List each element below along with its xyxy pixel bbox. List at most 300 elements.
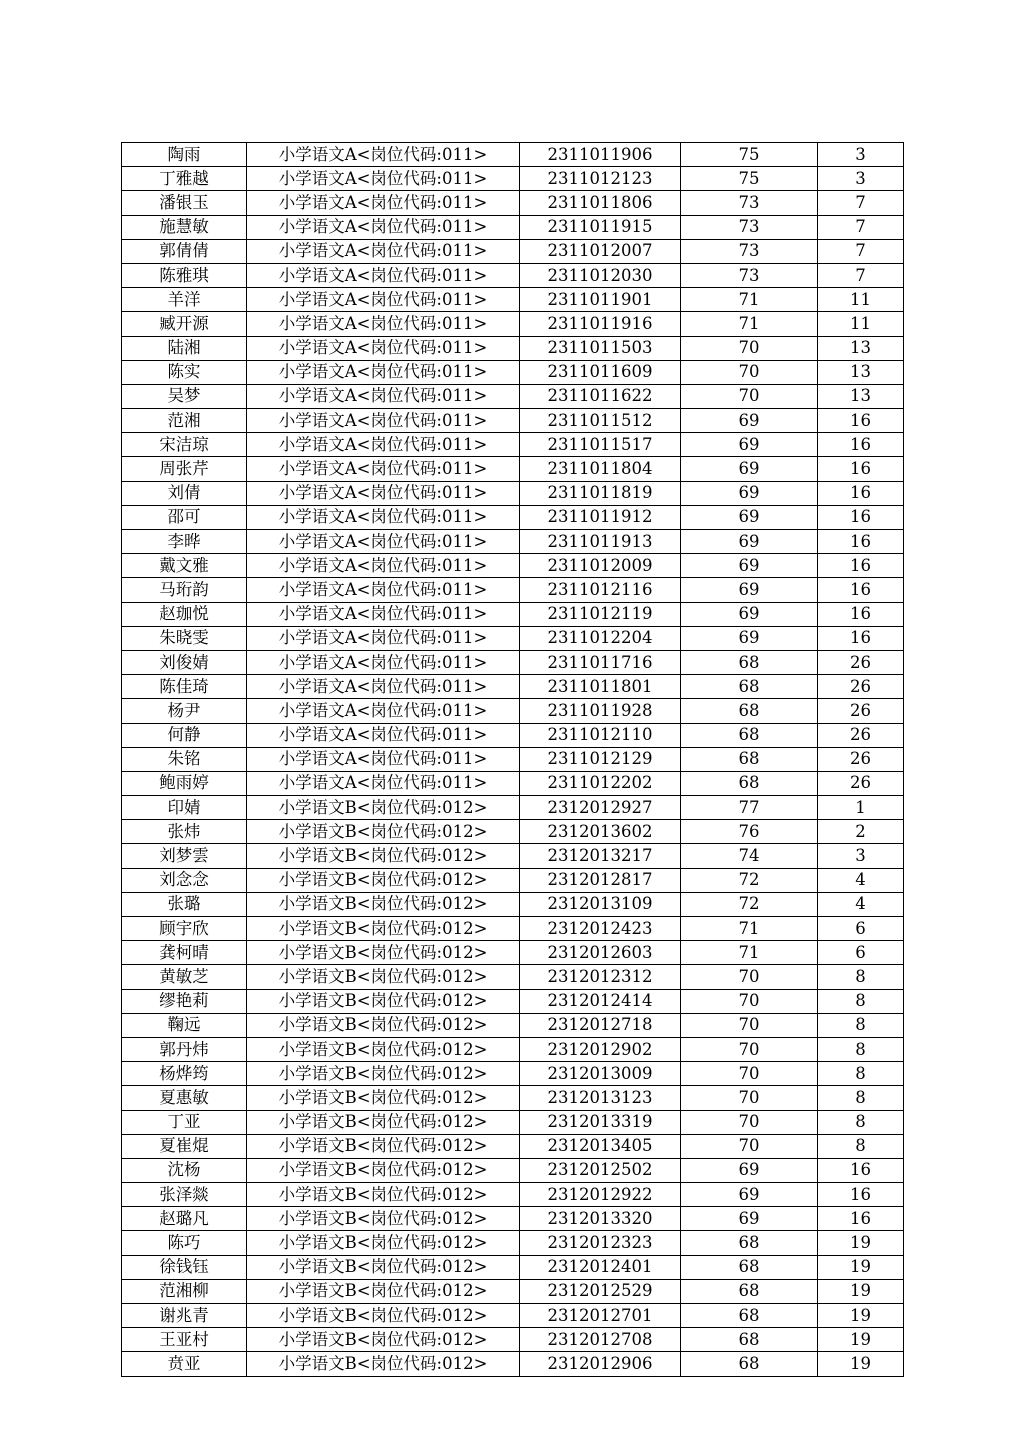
table-row [122,143,904,167]
exam-number-cell: 2312012718 [520,1013,681,1037]
table-row [122,239,904,263]
rank-cell: 16 [818,602,904,626]
rank-cell: 8 [818,1110,904,1134]
position-cell: 小学语文B<岗位代码:012> [247,941,520,965]
exam-number-cell: 2311011517 [520,433,681,457]
rank-cell: 26 [818,747,904,771]
position-cell: 小学语文B<岗位代码:012> [247,1086,520,1110]
table-row [122,167,904,191]
table-row [122,796,904,820]
score-cell: 69 [681,481,818,505]
rank-cell: 19 [818,1279,904,1303]
name-cell: 夏惠敏 [122,1086,247,1110]
name-cell: 何静 [122,723,247,747]
score-cell: 69 [681,602,818,626]
rank-cell: 8 [818,1062,904,1086]
exam-number-cell: 2312012927 [520,796,681,820]
position-cell: 小学语文A<岗位代码:011> [247,481,520,505]
table-row [122,530,904,554]
exam-number-cell: 2312013405 [520,1134,681,1158]
position-cell: 小学语文B<岗位代码:012> [247,917,520,941]
name-cell: 张炜 [122,820,247,844]
rank-cell: 16 [818,505,904,529]
rank-cell: 11 [818,288,904,312]
name-cell: 范湘 [122,409,247,433]
table-row [122,868,904,892]
exam-number-cell: 2311011801 [520,675,681,699]
position-cell: 小学语文B<岗位代码:012> [247,844,520,868]
position-cell: 小学语文B<岗位代码:012> [247,1037,520,1061]
name-cell: 黄敏芝 [122,965,247,989]
exam-number-cell: 2312013602 [520,820,681,844]
rank-cell: 26 [818,699,904,723]
position-cell: 小学语文B<岗位代码:012> [247,1062,520,1086]
table-row [122,747,904,771]
exam-number-cell: 2312012423 [520,917,681,941]
score-cell: 73 [681,215,818,239]
name-cell: 张泽燚 [122,1183,247,1207]
rank-cell: 8 [818,965,904,989]
position-cell: 小学语文A<岗位代码:011> [247,167,520,191]
rank-cell: 6 [818,917,904,941]
exam-number-cell: 2311012009 [520,554,681,578]
position-cell: 小学语文B<岗位代码:012> [247,1183,520,1207]
table-row [122,917,904,941]
table-row [122,723,904,747]
score-cell: 70 [681,1037,818,1061]
score-cell: 69 [681,457,818,481]
position-cell: 小学语文B<岗位代码:012> [247,965,520,989]
position-cell: 小学语文A<岗位代码:011> [247,312,520,336]
name-cell: 赵珈悦 [122,602,247,626]
score-cell: 70 [681,360,818,384]
position-cell: 小学语文A<岗位代码:011> [247,143,520,167]
table-row [122,409,904,433]
score-cell: 74 [681,844,818,868]
exam-number-cell: 2311011928 [520,699,681,723]
table-row [122,771,904,795]
name-cell: 陈实 [122,360,247,384]
rank-cell: 19 [818,1304,904,1328]
table-row [122,1183,904,1207]
exam-number-cell: 2311011913 [520,530,681,554]
table-row [122,1279,904,1303]
table-row [122,989,904,1013]
position-cell: 小学语文A<岗位代码:011> [247,771,520,795]
table-row [122,1207,904,1231]
score-cell: 73 [681,263,818,287]
exam-number-cell: 2312012401 [520,1255,681,1279]
position-cell: 小学语文A<岗位代码:011> [247,191,520,215]
table-row [122,675,904,699]
name-cell: 丁雅越 [122,167,247,191]
score-cell: 68 [681,747,818,771]
table-row [122,1304,904,1328]
table-row [122,820,904,844]
score-cell: 68 [681,699,818,723]
score-cell: 69 [681,1158,818,1182]
name-cell: 张璐 [122,892,247,916]
exam-number-cell: 2311012030 [520,263,681,287]
exam-number-cell: 2311011622 [520,384,681,408]
name-cell: 范湘柳 [122,1279,247,1303]
name-cell: 刘俊婧 [122,650,247,674]
score-cell: 70 [681,965,818,989]
position-cell: 小学语文A<岗位代码:011> [247,602,520,626]
name-cell: 朱铭 [122,747,247,771]
rank-cell: 19 [818,1231,904,1255]
position-cell: 小学语文B<岗位代码:012> [247,1231,520,1255]
name-cell: 谢兆青 [122,1304,247,1328]
exam-number-cell: 2311011901 [520,288,681,312]
rank-cell: 16 [818,530,904,554]
name-cell: 陈佳琦 [122,675,247,699]
rank-cell: 16 [818,554,904,578]
rank-cell: 11 [818,312,904,336]
table-row [122,457,904,481]
table-row [122,191,904,215]
rank-cell: 13 [818,384,904,408]
score-cell: 70 [681,336,818,360]
rank-cell: 16 [818,1158,904,1182]
position-cell: 小学语文A<岗位代码:011> [247,554,520,578]
score-cell: 72 [681,892,818,916]
name-cell: 吴梦 [122,384,247,408]
exam-number-cell: 2312012312 [520,965,681,989]
rank-cell: 13 [818,336,904,360]
score-table-body [122,143,904,1377]
score-cell: 68 [681,675,818,699]
rank-cell: 1 [818,796,904,820]
score-cell: 68 [681,1304,818,1328]
exam-number-cell: 2311011906 [520,143,681,167]
name-cell: 潘银玉 [122,191,247,215]
rank-cell: 19 [818,1328,904,1352]
position-cell: 小学语文A<岗位代码:011> [247,457,520,481]
name-cell: 缪艳莉 [122,989,247,1013]
table-row [122,1134,904,1158]
rank-cell: 16 [818,481,904,505]
position-cell: 小学语文B<岗位代码:012> [247,892,520,916]
position-cell: 小学语文B<岗位代码:012> [247,1134,520,1158]
exam-number-cell: 2311011915 [520,215,681,239]
score-cell: 70 [681,1013,818,1037]
exam-number-cell: 2311012129 [520,747,681,771]
exam-number-cell: 2311011806 [520,191,681,215]
rank-cell: 16 [818,1183,904,1207]
name-cell: 鞠远 [122,1013,247,1037]
exam-number-cell: 2311012110 [520,723,681,747]
name-cell: 朱晓雯 [122,626,247,650]
score-cell: 73 [681,191,818,215]
position-cell: 小学语文A<岗位代码:011> [247,288,520,312]
name-cell: 杨尹 [122,699,247,723]
rank-cell: 4 [818,868,904,892]
name-cell: 臧开源 [122,312,247,336]
table-row [122,1328,904,1352]
position-cell: 小学语文B<岗位代码:012> [247,989,520,1013]
table-row [122,433,904,457]
position-cell: 小学语文B<岗位代码:012> [247,1328,520,1352]
position-cell: 小学语文A<岗位代码:011> [247,384,520,408]
exam-number-cell: 2311011503 [520,336,681,360]
rank-cell: 3 [818,844,904,868]
rank-cell: 2 [818,820,904,844]
name-cell: 马珩韵 [122,578,247,602]
rank-cell: 26 [818,650,904,674]
table-row [122,288,904,312]
exam-number-cell: 2312012708 [520,1328,681,1352]
score-cell: 68 [681,1279,818,1303]
table-row [122,578,904,602]
exam-number-cell: 2312012603 [520,941,681,965]
table-row [122,263,904,287]
exam-number-cell: 2311012119 [520,602,681,626]
position-cell: 小学语文B<岗位代码:012> [247,868,520,892]
score-cell: 69 [681,578,818,602]
name-cell: 鲍雨婷 [122,771,247,795]
score-cell: 70 [681,1134,818,1158]
position-cell: 小学语文A<岗位代码:011> [247,263,520,287]
exam-number-cell: 2311012202 [520,771,681,795]
exam-number-cell: 2311012204 [520,626,681,650]
rank-cell: 16 [818,578,904,602]
score-cell: 69 [681,409,818,433]
table-row [122,699,904,723]
score-cell: 68 [681,650,818,674]
name-cell: 陈巧 [122,1231,247,1255]
position-cell: 小学语文A<岗位代码:011> [247,215,520,239]
position-cell: 小学语文B<岗位代码:012> [247,1279,520,1303]
table-row [122,1255,904,1279]
name-cell: 戴文雅 [122,554,247,578]
table-row [122,360,904,384]
position-cell: 小学语文A<岗位代码:011> [247,360,520,384]
table-row [122,892,904,916]
name-cell: 施慧敏 [122,215,247,239]
position-cell: 小学语文A<岗位代码:011> [247,530,520,554]
position-cell: 小学语文A<岗位代码:011> [247,505,520,529]
name-cell: 沈杨 [122,1158,247,1182]
position-cell: 小学语文A<岗位代码:011> [247,626,520,650]
exam-number-cell: 2312013319 [520,1110,681,1134]
score-cell: 70 [681,1110,818,1134]
rank-cell: 8 [818,1037,904,1061]
name-cell: 丁亚 [122,1110,247,1134]
name-cell: 宋洁琼 [122,433,247,457]
rank-cell: 26 [818,675,904,699]
score-cell: 71 [681,917,818,941]
exam-number-cell: 2312012529 [520,1279,681,1303]
exam-number-cell: 2311011716 [520,650,681,674]
exam-number-cell: 2312012902 [520,1037,681,1061]
exam-number-cell: 2312012414 [520,989,681,1013]
rank-cell: 26 [818,771,904,795]
exam-number-cell: 2312013123 [520,1086,681,1110]
exam-number-cell: 2311011512 [520,409,681,433]
table-row [122,505,904,529]
rank-cell: 7 [818,191,904,215]
score-cell: 77 [681,796,818,820]
rank-cell: 3 [818,167,904,191]
rank-cell: 6 [818,941,904,965]
table-row [122,481,904,505]
exam-number-cell: 2311012116 [520,578,681,602]
score-cell: 68 [681,1328,818,1352]
table-row [122,1352,904,1376]
score-cell: 76 [681,820,818,844]
score-cell: 69 [681,433,818,457]
name-cell: 夏崔焜 [122,1134,247,1158]
table-row [122,1158,904,1182]
table-row [122,1231,904,1255]
score-cell: 70 [681,989,818,1013]
name-cell: 龚柯晴 [122,941,247,965]
rank-cell: 7 [818,215,904,239]
score-cell: 75 [681,143,818,167]
table-row [122,312,904,336]
table-row [122,941,904,965]
score-cell: 72 [681,868,818,892]
exam-number-cell: 2311012123 [520,167,681,191]
score-cell: 71 [681,312,818,336]
score-cell: 70 [681,384,818,408]
table-row [122,1013,904,1037]
score-table [121,142,904,1377]
name-cell: 刘念念 [122,868,247,892]
position-cell: 小学语文B<岗位代码:012> [247,1352,520,1376]
score-cell: 69 [681,554,818,578]
position-cell: 小学语文B<岗位代码:012> [247,1110,520,1134]
rank-cell: 16 [818,1207,904,1231]
score-cell: 73 [681,239,818,263]
position-cell: 小学语文A<岗位代码:011> [247,699,520,723]
position-cell: 小学语文A<岗位代码:011> [247,239,520,263]
name-cell: 赵璐凡 [122,1207,247,1231]
position-cell: 小学语文B<岗位代码:012> [247,820,520,844]
score-cell: 69 [681,505,818,529]
table-row [122,1037,904,1061]
position-cell: 小学语文A<岗位代码:011> [247,723,520,747]
exam-number-cell: 2312012502 [520,1158,681,1182]
score-cell: 69 [681,1183,818,1207]
name-cell: 王亚村 [122,1328,247,1352]
table-row [122,965,904,989]
position-cell: 小学语文B<岗位代码:012> [247,796,520,820]
exam-number-cell: 2312012701 [520,1304,681,1328]
position-cell: 小学语文A<岗位代码:011> [247,650,520,674]
exam-number-cell: 2311011916 [520,312,681,336]
position-cell: 小学语文A<岗位代码:011> [247,675,520,699]
position-cell: 小学语文A<岗位代码:011> [247,747,520,771]
position-cell: 小学语文A<岗位代码:011> [247,578,520,602]
position-cell: 小学语文A<岗位代码:011> [247,336,520,360]
name-cell: 刘梦雲 [122,844,247,868]
exam-number-cell: 2312013009 [520,1062,681,1086]
table-row [122,336,904,360]
rank-cell: 8 [818,1013,904,1037]
table-row [122,844,904,868]
exam-number-cell: 2312012906 [520,1352,681,1376]
name-cell: 邵可 [122,505,247,529]
name-cell: 贲亚 [122,1352,247,1376]
name-cell: 郭丹炜 [122,1037,247,1061]
name-cell: 李晔 [122,530,247,554]
table-row [122,602,904,626]
exam-number-cell: 2312013109 [520,892,681,916]
position-cell: 小学语文B<岗位代码:012> [247,1013,520,1037]
position-cell: 小学语文B<岗位代码:012> [247,1255,520,1279]
score-cell: 71 [681,941,818,965]
rank-cell: 8 [818,1086,904,1110]
exam-number-cell: 2312013217 [520,844,681,868]
score-cell: 68 [681,771,818,795]
rank-cell: 16 [818,626,904,650]
name-cell: 羊洋 [122,288,247,312]
table-row [122,554,904,578]
rank-cell: 16 [818,409,904,433]
table-row [122,1086,904,1110]
position-cell: 小学语文A<岗位代码:011> [247,409,520,433]
rank-cell: 7 [818,239,904,263]
table-row [122,626,904,650]
exam-number-cell: 2312012922 [520,1183,681,1207]
table-row [122,384,904,408]
position-cell: 小学语文B<岗位代码:012> [247,1207,520,1231]
table-row [122,215,904,239]
rank-cell: 8 [818,1134,904,1158]
exam-number-cell: 2311011609 [520,360,681,384]
score-cell: 68 [681,1231,818,1255]
table-row [122,650,904,674]
score-cell: 68 [681,1255,818,1279]
name-cell: 陈雅琪 [122,263,247,287]
exam-number-cell: 2312013320 [520,1207,681,1231]
score-cell: 70 [681,1062,818,1086]
score-cell: 69 [681,530,818,554]
table-row [122,1062,904,1086]
name-cell: 周张芹 [122,457,247,481]
rank-cell: 19 [818,1255,904,1279]
table-row [122,1110,904,1134]
rank-cell: 8 [818,989,904,1013]
name-cell: 陶雨 [122,143,247,167]
name-cell: 顾宇欣 [122,917,247,941]
position-cell: 小学语文B<岗位代码:012> [247,1304,520,1328]
rank-cell: 16 [818,457,904,481]
exam-number-cell: 2312012323 [520,1231,681,1255]
position-cell: 小学语文A<岗位代码:011> [247,433,520,457]
exam-number-cell: 2312012817 [520,868,681,892]
rank-cell: 3 [818,143,904,167]
rank-cell: 7 [818,263,904,287]
rank-cell: 13 [818,360,904,384]
score-cell: 70 [681,1086,818,1110]
rank-cell: 26 [818,723,904,747]
score-cell: 71 [681,288,818,312]
rank-cell: 16 [818,433,904,457]
name-cell: 刘倩 [122,481,247,505]
score-cell: 75 [681,167,818,191]
score-cell: 69 [681,1207,818,1231]
exam-number-cell: 2311011804 [520,457,681,481]
rank-cell: 4 [818,892,904,916]
name-cell: 徐钱钰 [122,1255,247,1279]
position-cell: 小学语文B<岗位代码:012> [247,1158,520,1182]
exam-number-cell: 2311012007 [520,239,681,263]
rank-cell: 19 [818,1352,904,1376]
score-cell: 68 [681,1352,818,1376]
